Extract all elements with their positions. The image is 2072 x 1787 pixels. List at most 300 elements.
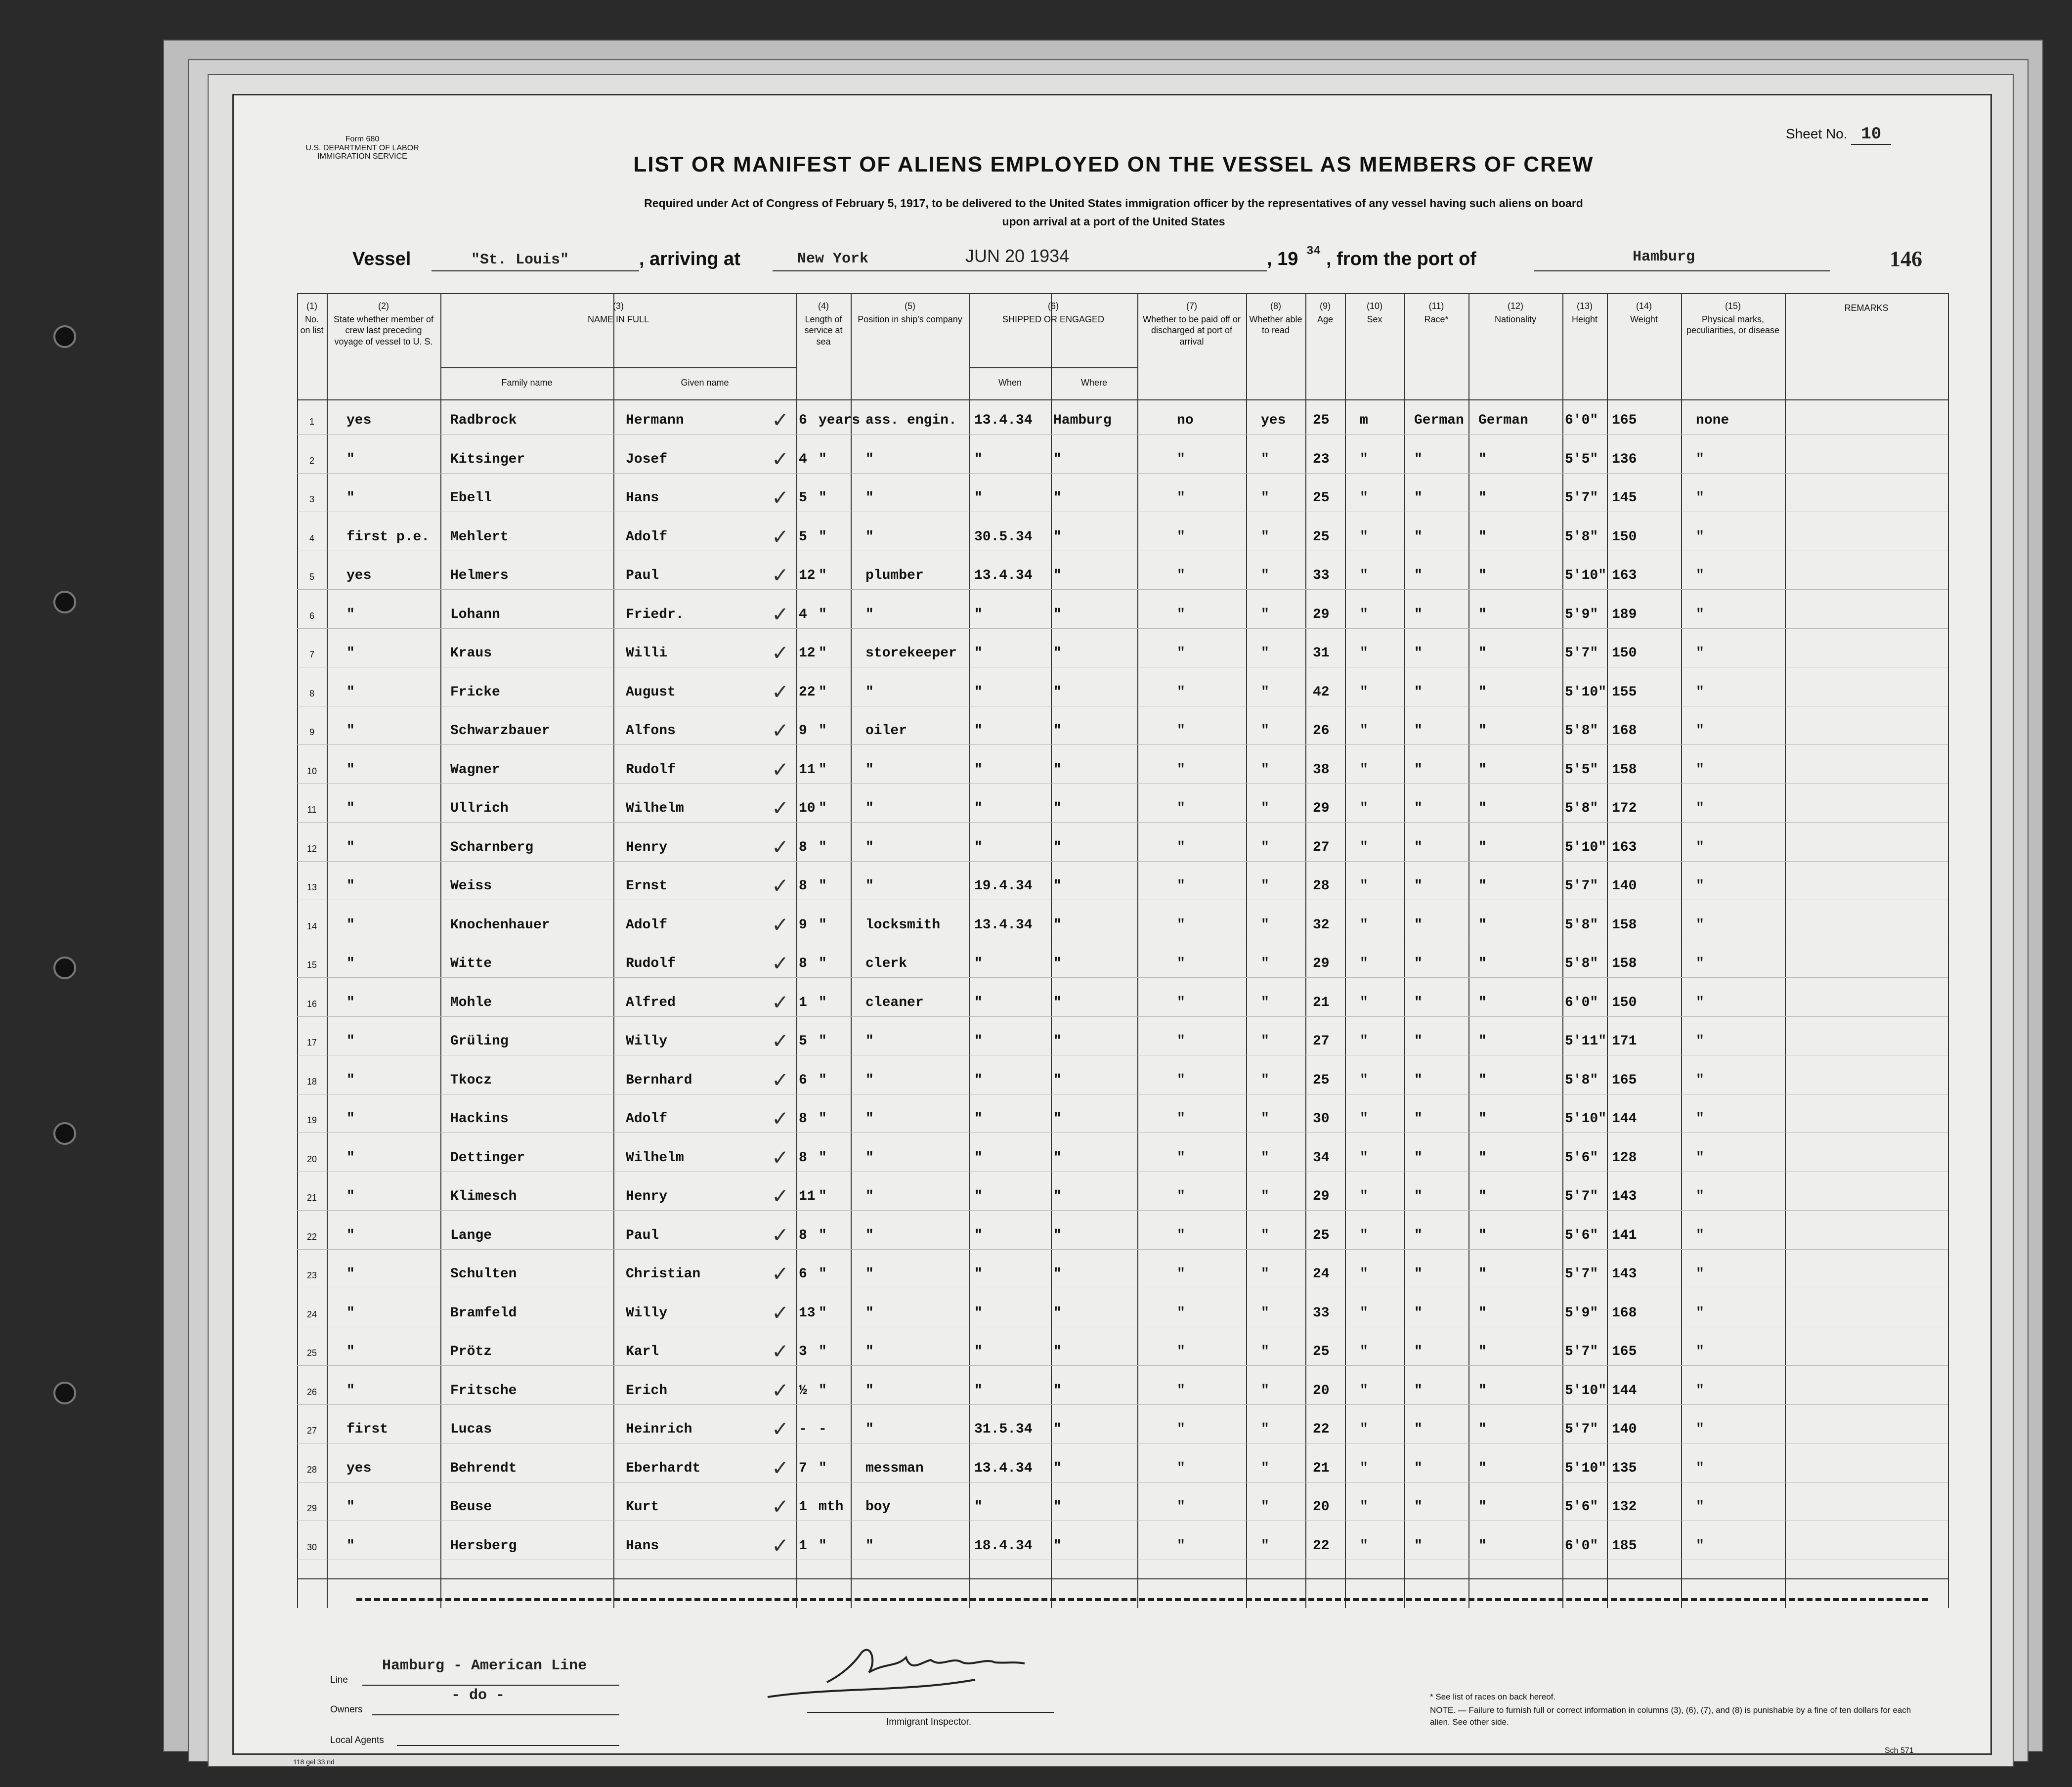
row-number: 20 xyxy=(306,1154,317,1164)
family-name: Lucas xyxy=(450,1422,492,1437)
line-value: Hamburg - American Line xyxy=(382,1657,587,1674)
weight: 158 xyxy=(1612,956,1637,971)
row-number: 24 xyxy=(306,1309,317,1319)
family-name: Fritsche xyxy=(450,1383,517,1398)
column-title: Whether to be paid off or discharged at port of arrival xyxy=(1143,314,1241,347)
row-number: 4 xyxy=(309,533,314,543)
shipped-when: 13.4.34 xyxy=(974,1460,1033,1476)
able-to-read: " xyxy=(1261,956,1269,971)
service-unit: years xyxy=(819,413,861,428)
check-mark-icon: ✓ xyxy=(772,796,789,820)
race: " xyxy=(1414,529,1423,545)
sex: " xyxy=(1360,1227,1368,1243)
family-name: Hersberg xyxy=(450,1538,517,1554)
nationality: " xyxy=(1478,1227,1487,1243)
print-code: 118 gel 33 nd xyxy=(293,1758,335,1766)
column-number: (7) xyxy=(1186,301,1197,311)
shipped-where: " xyxy=(1053,1227,1062,1243)
shipped-where: " xyxy=(1053,917,1062,933)
nationality: " xyxy=(1478,956,1487,971)
service-length: 6 xyxy=(799,1266,807,1282)
physical-marks: " xyxy=(1696,1034,1704,1049)
service: IMMIGRATION SERVICE xyxy=(317,152,407,161)
shipped-when: " xyxy=(974,839,983,855)
age: 33 xyxy=(1313,568,1330,583)
service-unit: " xyxy=(819,1034,827,1049)
service-length: 13 xyxy=(799,1305,816,1321)
given-name: Paul xyxy=(626,1227,659,1243)
paid-off: " xyxy=(1177,1422,1185,1437)
nationality: " xyxy=(1478,529,1487,545)
weight: 150 xyxy=(1612,646,1637,661)
age: 27 xyxy=(1313,839,1330,855)
position: " xyxy=(865,1305,874,1321)
family-name: Fricke xyxy=(450,684,500,700)
weight: 145 xyxy=(1612,490,1637,506)
height: 5'8" xyxy=(1565,529,1598,545)
check-mark-icon: ✓ xyxy=(772,913,789,936)
shipped-where: " xyxy=(1053,878,1062,894)
column-subheader: Where xyxy=(1080,378,1107,388)
able-to-read: " xyxy=(1261,762,1269,778)
able-to-read: " xyxy=(1261,529,1269,545)
service-unit: " xyxy=(819,801,827,816)
shipped-when: 31.5.34 xyxy=(974,1422,1033,1437)
column-title: No. on list xyxy=(300,314,324,335)
service-length: 5 xyxy=(799,1034,807,1049)
subtitle-line-2: upon arrival at a port of the United States xyxy=(1002,215,1225,228)
shipped-when: " xyxy=(974,451,983,467)
height: 5'7" xyxy=(1565,1189,1598,1204)
position: " xyxy=(865,451,874,467)
column-header xyxy=(1607,301,1681,327)
age: 29 xyxy=(1313,801,1330,816)
able-to-read: " xyxy=(1261,1344,1269,1359)
paid-off: no xyxy=(1177,413,1194,428)
year-value: 34 xyxy=(1306,245,1321,258)
family-name: Ullrich xyxy=(450,801,509,816)
crew-table xyxy=(297,293,1948,1608)
prior-voyage: " xyxy=(346,723,355,739)
physical-marks: " xyxy=(1696,1150,1704,1166)
able-to-read: " xyxy=(1261,1499,1269,1515)
family-name: Knochenhauer xyxy=(450,917,550,933)
physical-marks: none xyxy=(1696,413,1729,428)
family-name: Hackins xyxy=(450,1111,509,1127)
position: " xyxy=(865,1422,874,1437)
nationality: " xyxy=(1478,1266,1487,1282)
shipped-where: " xyxy=(1053,1111,1062,1127)
race: " xyxy=(1414,917,1423,933)
nationality: " xyxy=(1478,917,1487,933)
height: 6'0" xyxy=(1565,413,1598,428)
column-title: SHIPPED OR ENGAGED xyxy=(1002,314,1105,324)
service-unit: " xyxy=(819,684,827,700)
weight: 150 xyxy=(1612,995,1637,1010)
physical-marks: " xyxy=(1696,1460,1704,1476)
able-to-read: " xyxy=(1261,801,1269,816)
able-to-read: " xyxy=(1261,1422,1269,1437)
column-title: Race* xyxy=(1424,314,1449,324)
subtitle-line-1: Required under Act of Congress of February 5, 1917, to be delivered to the United States immigration officer by the representatives of any vessel having such aliens on board xyxy=(644,197,1583,210)
column-number: (8) xyxy=(1270,301,1281,311)
shipped-when: " xyxy=(974,762,983,778)
family-name: Lange xyxy=(450,1227,492,1243)
check-mark-icon: ✓ xyxy=(772,1068,789,1091)
shipped-when: 13.4.34 xyxy=(974,917,1033,933)
row-number: 7 xyxy=(309,650,314,659)
shipped-when: " xyxy=(974,1227,983,1243)
row-number: 21 xyxy=(306,1193,317,1203)
prior-voyage: first p.e. xyxy=(346,529,430,545)
position: " xyxy=(865,1111,874,1127)
shipped-where: " xyxy=(1053,529,1062,545)
nationality: German xyxy=(1478,413,1528,428)
able-to-read: " xyxy=(1261,684,1269,700)
check-mark-icon: ✓ xyxy=(772,1340,789,1363)
column-number: (12) xyxy=(1507,301,1523,311)
check-mark-icon: ✓ xyxy=(772,641,789,664)
row-number: 17 xyxy=(306,1038,317,1047)
race: " xyxy=(1414,451,1423,467)
race-note: * See list of races on back hereof. xyxy=(1430,1692,1556,1701)
inspector-signature xyxy=(758,1633,1074,1702)
nationality: " xyxy=(1478,1072,1487,1088)
column-title: Height xyxy=(1571,314,1598,324)
column-number: (15) xyxy=(1725,301,1741,311)
check-mark-icon: ✓ xyxy=(772,952,789,975)
physical-marks: " xyxy=(1696,956,1704,971)
shipped-where: " xyxy=(1053,956,1062,971)
service-unit: mth xyxy=(819,1499,844,1515)
sex: " xyxy=(1360,878,1368,894)
shipped-where: " xyxy=(1053,995,1062,1010)
position: " xyxy=(865,607,874,622)
row-number: 18 xyxy=(306,1076,317,1087)
department: U.S. DEPARTMENT OF LABOR xyxy=(305,143,419,152)
service-unit: " xyxy=(819,1189,827,1204)
shipped-where: " xyxy=(1053,1266,1062,1282)
line-label: Line xyxy=(330,1675,348,1685)
height: 6'0" xyxy=(1565,1538,1598,1554)
weight: 165 xyxy=(1612,1072,1637,1088)
position: " xyxy=(865,801,874,816)
position: " xyxy=(865,529,874,545)
shipped-when: " xyxy=(974,1344,983,1359)
service-length: 8 xyxy=(799,1111,807,1127)
physical-marks: " xyxy=(1696,568,1704,583)
row-number: 19 xyxy=(306,1115,317,1125)
service-unit: " xyxy=(819,490,827,506)
shipped-where: " xyxy=(1053,1538,1062,1554)
column-header xyxy=(796,301,851,349)
nationality: " xyxy=(1478,451,1487,467)
prior-voyage: " xyxy=(346,1538,355,1554)
prior-voyage: yes xyxy=(346,413,372,428)
nationality: " xyxy=(1478,1111,1487,1127)
prior-voyage: " xyxy=(346,490,355,506)
vessel-name: "St. Louis" xyxy=(471,252,569,268)
service-length: 1 xyxy=(799,1499,807,1515)
column-title: Age xyxy=(1317,314,1334,324)
shipped-where: " xyxy=(1053,1422,1062,1437)
race: " xyxy=(1414,1072,1423,1088)
shipped-where: " xyxy=(1053,1305,1062,1321)
column-number: (5) xyxy=(905,301,915,311)
position: " xyxy=(865,878,874,894)
sheet-no-value: 10 xyxy=(1851,125,1891,145)
column-title: Sex xyxy=(1367,314,1382,324)
family-name: Mohle xyxy=(450,995,492,1010)
position: " xyxy=(865,1227,874,1243)
able-to-read: " xyxy=(1261,1460,1269,1476)
prior-voyage: " xyxy=(346,995,355,1010)
sex: " xyxy=(1360,995,1368,1010)
height: 5'11" xyxy=(1565,1034,1607,1049)
column-subheader: Given name xyxy=(681,378,729,388)
prior-voyage: " xyxy=(346,1344,355,1359)
age: 22 xyxy=(1313,1422,1330,1437)
height: 5'6" xyxy=(1565,1499,1598,1515)
weight: 171 xyxy=(1612,1034,1637,1049)
position: storekeeper xyxy=(865,646,957,661)
paid-off: " xyxy=(1177,1072,1185,1088)
paid-off: " xyxy=(1177,646,1185,661)
physical-marks: " xyxy=(1696,529,1704,545)
age: 32 xyxy=(1313,917,1330,933)
able-to-read: " xyxy=(1261,1072,1269,1088)
service-unit: " xyxy=(819,646,827,661)
row-number: 6 xyxy=(309,610,314,621)
service-length: 10 xyxy=(799,801,816,816)
age: 29 xyxy=(1313,956,1330,971)
sex: " xyxy=(1360,1383,1368,1398)
sex: " xyxy=(1360,801,1368,816)
prior-voyage: " xyxy=(346,607,355,622)
age: 21 xyxy=(1313,995,1330,1010)
column-subheader: When xyxy=(998,378,1022,388)
height: 5'10" xyxy=(1565,568,1607,583)
sex: " xyxy=(1360,839,1368,855)
able-to-read: " xyxy=(1261,917,1269,933)
position: " xyxy=(865,1072,874,1088)
service-length: 12 xyxy=(799,646,816,661)
able-to-read: " xyxy=(1261,607,1269,622)
column-number: (4) xyxy=(818,301,829,311)
service-unit: " xyxy=(819,529,827,545)
sex: " xyxy=(1360,1344,1368,1359)
given-name: Erich xyxy=(626,1383,668,1398)
race: " xyxy=(1414,1266,1423,1282)
position: oiler xyxy=(865,723,907,739)
given-name: Henry xyxy=(626,1189,668,1204)
sex: " xyxy=(1360,451,1368,467)
weight: 158 xyxy=(1612,762,1637,778)
prior-voyage: " xyxy=(346,878,355,894)
position: messman xyxy=(865,1460,924,1476)
paid-off: " xyxy=(1177,1150,1185,1166)
column-header xyxy=(297,301,327,338)
binder-hole xyxy=(53,325,76,348)
sex: " xyxy=(1360,917,1368,933)
able-to-read: " xyxy=(1261,1150,1269,1166)
race: " xyxy=(1414,1227,1423,1243)
race: " xyxy=(1414,1111,1423,1127)
service-unit: " xyxy=(819,878,827,894)
paid-off: " xyxy=(1177,451,1185,467)
position: " xyxy=(865,1266,874,1282)
given-name: Paul xyxy=(626,568,659,583)
sex: " xyxy=(1360,762,1368,778)
shipped-when: 13.4.34 xyxy=(974,413,1033,428)
height: 5'8" xyxy=(1565,917,1598,933)
age: 26 xyxy=(1313,723,1330,739)
row-number: 3 xyxy=(309,494,314,504)
shipped-where: " xyxy=(1053,1150,1062,1166)
service-length: 1 xyxy=(799,1538,807,1554)
paid-off: " xyxy=(1177,684,1185,700)
sex: " xyxy=(1360,568,1368,583)
given-name: Rudolf xyxy=(626,762,676,778)
column-header xyxy=(1345,301,1404,327)
prior-voyage: " xyxy=(346,646,355,661)
service-length: 3 xyxy=(799,1344,807,1359)
owners-label: Owners xyxy=(330,1704,363,1715)
agents-label: Local Agents xyxy=(330,1735,384,1745)
able-to-read: " xyxy=(1261,1266,1269,1282)
race: " xyxy=(1414,1538,1423,1554)
age: 31 xyxy=(1313,646,1330,661)
height: 5'8" xyxy=(1565,956,1598,971)
binder-hole xyxy=(53,1382,76,1404)
sex: " xyxy=(1360,1072,1368,1088)
height: 5'6" xyxy=(1565,1150,1598,1166)
check-mark-icon: ✓ xyxy=(772,1145,789,1169)
height: 5'10" xyxy=(1565,1383,1607,1398)
able-to-read: " xyxy=(1261,1305,1269,1321)
family-name: Radbrock xyxy=(450,413,517,428)
age: 25 xyxy=(1313,490,1330,506)
shipped-where: " xyxy=(1053,1034,1062,1049)
arrival-port: New York xyxy=(797,251,869,267)
physical-marks: " xyxy=(1696,1072,1704,1088)
prior-voyage: " xyxy=(346,1305,355,1321)
column-header xyxy=(1785,301,1948,316)
check-mark-icon: ✓ xyxy=(772,1107,789,1130)
shipped-where: " xyxy=(1053,490,1062,506)
shipped-when: " xyxy=(974,801,983,816)
prior-voyage: " xyxy=(346,839,355,855)
row-number: 26 xyxy=(306,1387,317,1397)
prior-voyage: " xyxy=(346,1189,355,1204)
service-length: 4 xyxy=(799,607,807,622)
check-mark-icon: ✓ xyxy=(772,1223,789,1247)
height: 5'7" xyxy=(1565,878,1598,894)
sex: " xyxy=(1360,646,1368,661)
paid-off: " xyxy=(1177,723,1185,739)
height: 5'7" xyxy=(1565,1344,1598,1359)
column-header xyxy=(327,301,440,349)
height: 5'8" xyxy=(1565,1072,1598,1088)
sex: " xyxy=(1360,1460,1368,1476)
binder-hole xyxy=(53,591,76,613)
able-to-read: " xyxy=(1261,451,1269,467)
check-mark-icon: ✓ xyxy=(772,990,789,1014)
nationality: " xyxy=(1478,1034,1487,1049)
family-name: Dettinger xyxy=(450,1150,525,1166)
race: " xyxy=(1414,995,1423,1010)
from-port: Hamburg xyxy=(1633,249,1695,265)
sex: " xyxy=(1360,956,1368,971)
position: " xyxy=(865,1189,874,1204)
family-name: Lohann xyxy=(450,607,500,622)
family-name: Weiss xyxy=(450,878,492,894)
nationality: " xyxy=(1478,1150,1487,1166)
able-to-read: " xyxy=(1261,1111,1269,1127)
sex: " xyxy=(1360,1422,1368,1437)
given-name: Willy xyxy=(626,1305,668,1321)
height: 5'5" xyxy=(1565,762,1598,778)
shipped-when: " xyxy=(974,1072,983,1088)
check-mark-icon: ✓ xyxy=(772,1184,789,1208)
physical-marks: " xyxy=(1696,607,1704,622)
check-mark-icon: ✓ xyxy=(772,1456,789,1480)
paid-off: " xyxy=(1177,529,1185,545)
able-to-read: " xyxy=(1261,1538,1269,1554)
check-mark-icon: ✓ xyxy=(772,719,789,742)
check-mark-icon: ✓ xyxy=(772,757,789,781)
physical-marks: " xyxy=(1696,1499,1704,1515)
physical-marks: " xyxy=(1696,878,1704,894)
given-name: Hans xyxy=(626,490,659,506)
family-name: Bramfeld xyxy=(450,1305,517,1321)
position: clerk xyxy=(865,956,907,971)
family-name: Wagner xyxy=(450,762,500,778)
height: 5'7" xyxy=(1565,1422,1598,1437)
service-unit: " xyxy=(819,607,827,622)
race: German xyxy=(1414,413,1464,428)
race: " xyxy=(1414,607,1423,622)
sheet-number xyxy=(1786,125,1891,144)
height: 5'10" xyxy=(1565,1460,1607,1476)
family-name: Beuse xyxy=(450,1499,492,1515)
row-number: 13 xyxy=(306,882,317,892)
physical-marks: " xyxy=(1696,646,1704,661)
physical-marks: " xyxy=(1696,1305,1704,1321)
nationality: " xyxy=(1478,801,1487,816)
service-unit: " xyxy=(819,568,827,583)
position: " xyxy=(865,762,874,778)
position: plumber xyxy=(865,568,924,583)
service-unit: " xyxy=(819,1266,827,1282)
arriving-label: , arriving at xyxy=(639,249,740,269)
given-name: Willy xyxy=(626,1034,668,1049)
prior-voyage: " xyxy=(346,1111,355,1127)
able-to-read: " xyxy=(1261,646,1269,661)
service-length: 9 xyxy=(799,723,807,739)
weight: 128 xyxy=(1612,1150,1637,1166)
physical-marks: " xyxy=(1696,1111,1704,1127)
weight: 140 xyxy=(1612,1422,1637,1437)
height: 5'7" xyxy=(1565,490,1598,506)
service-unit: " xyxy=(819,839,827,855)
paid-off: " xyxy=(1177,1383,1185,1398)
given-name: Alfons xyxy=(626,723,676,739)
shipped-when: " xyxy=(974,1305,983,1321)
given-name: Eberhardt xyxy=(626,1460,701,1476)
service-length: 8 xyxy=(799,839,807,855)
sex: " xyxy=(1360,684,1368,700)
